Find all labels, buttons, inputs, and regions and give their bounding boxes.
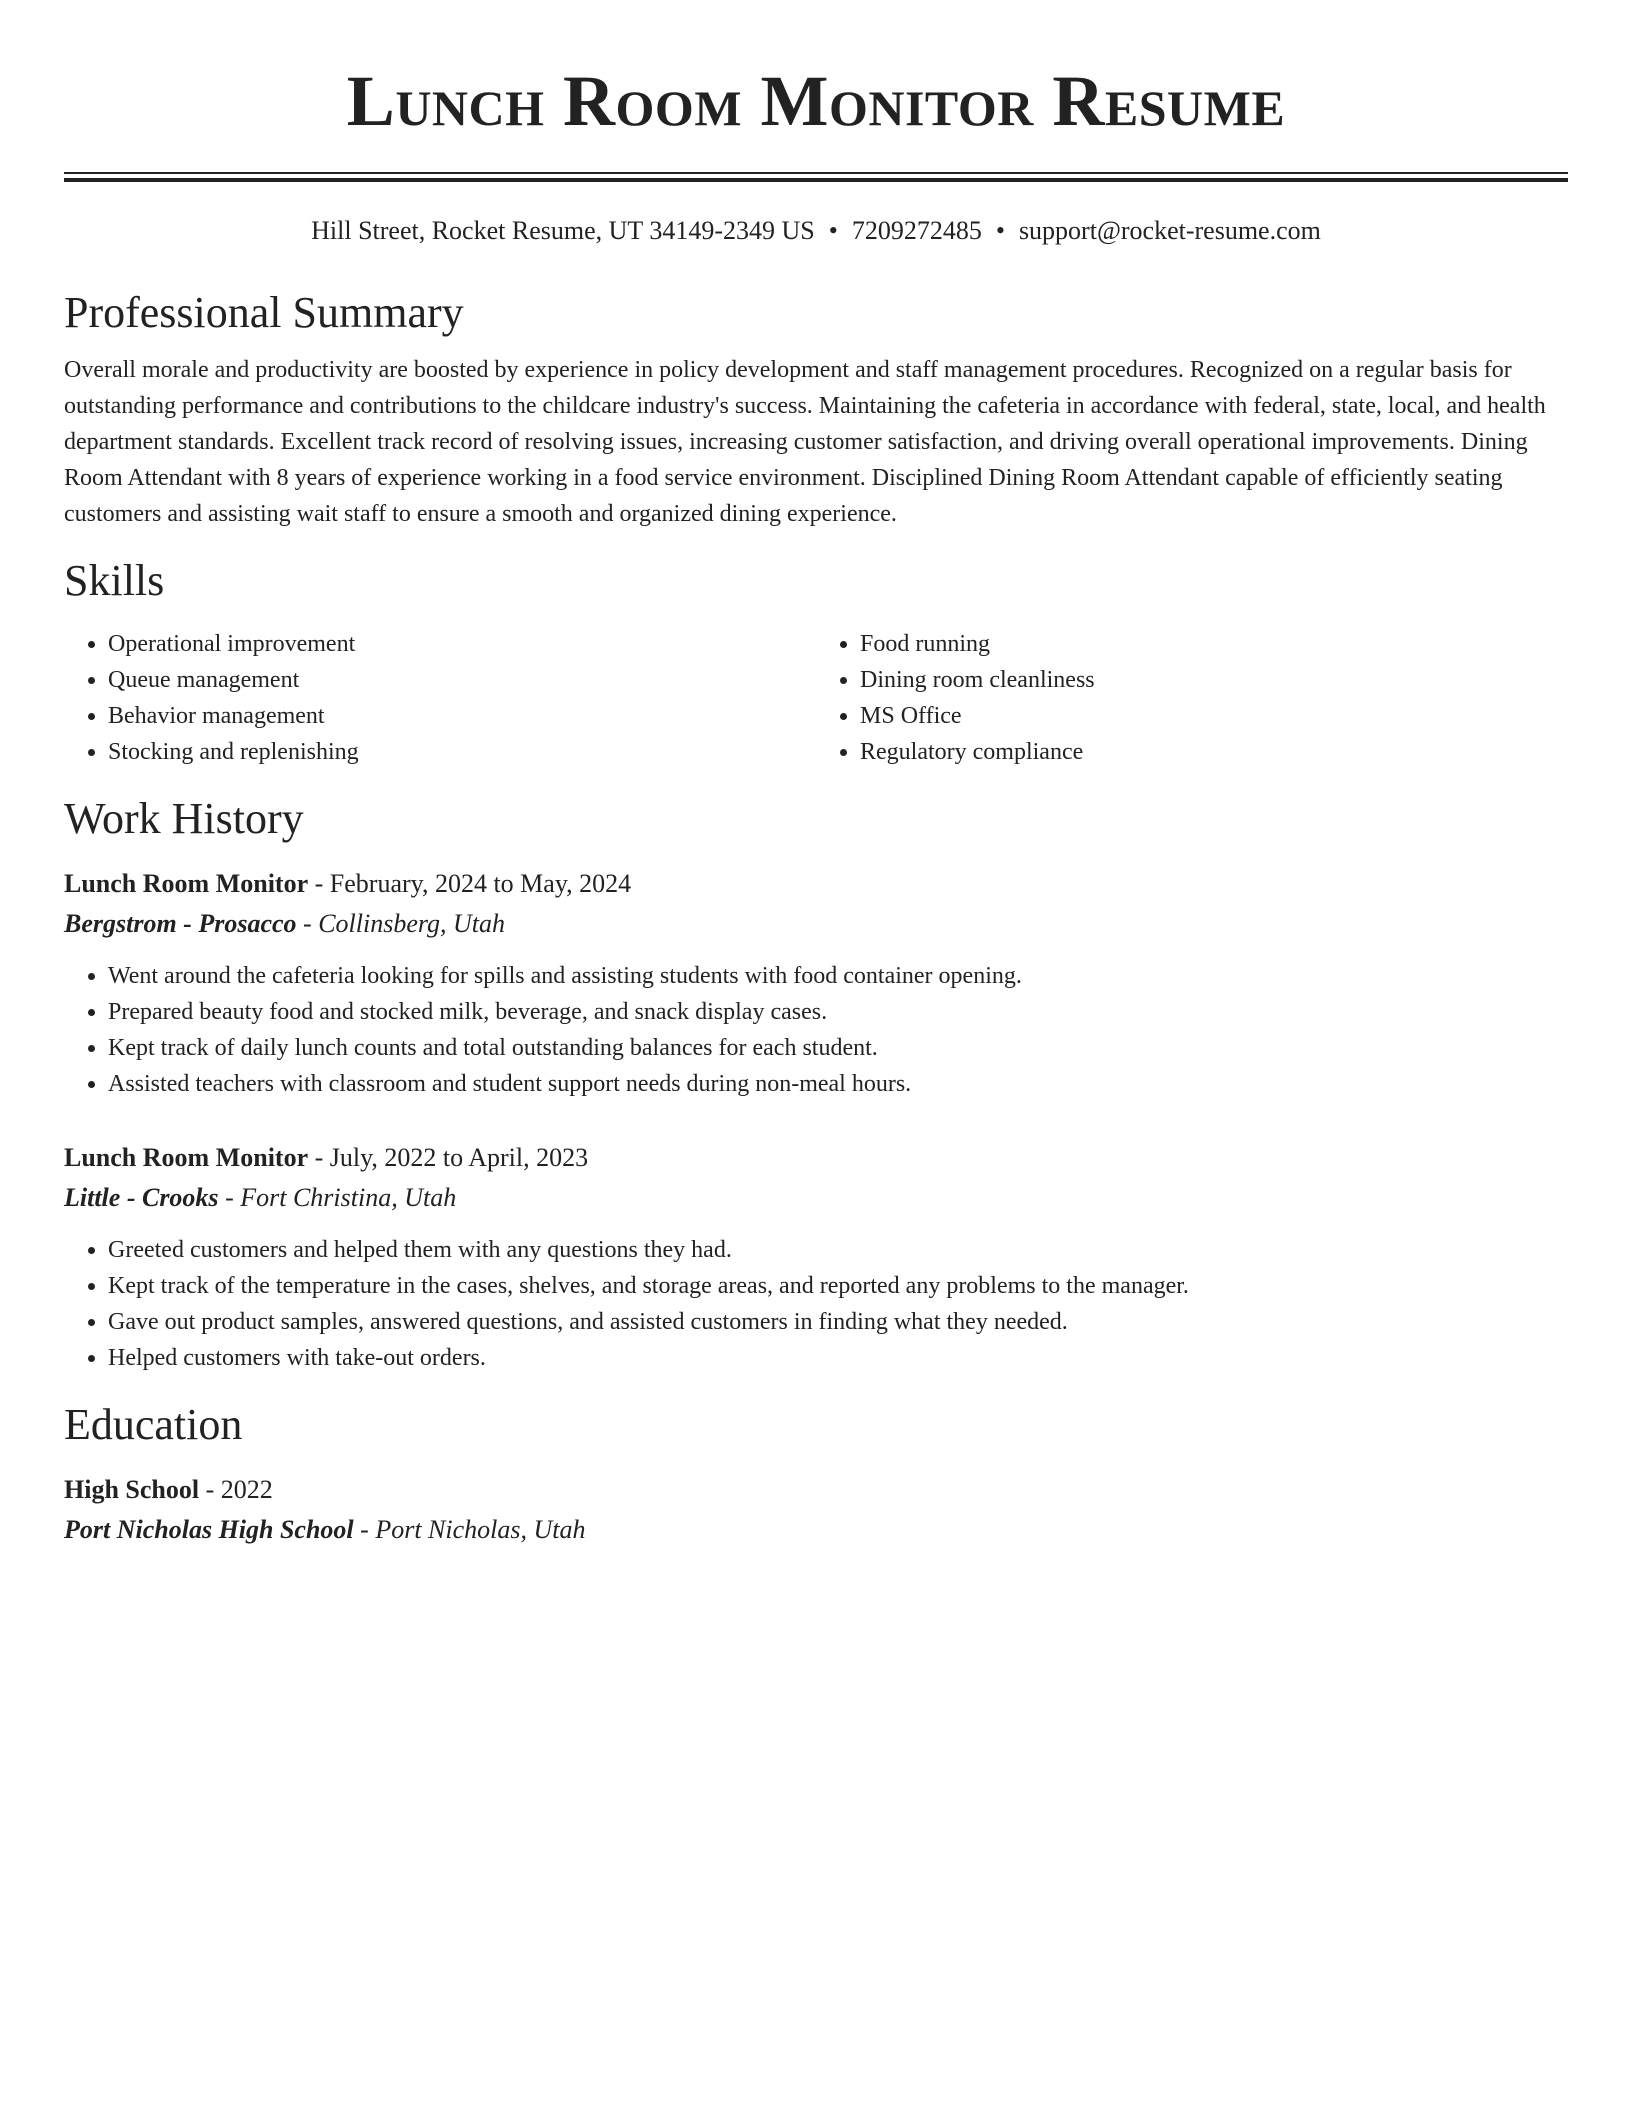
education-entry — [64, 1470, 1568, 1550]
company-location: - Fort Christina, Utah — [218, 1183, 457, 1212]
skills-heading: Skills — [64, 556, 165, 605]
duty-item: • Greeted customers and helped them with any questions they had. — [108, 1232, 1568, 1268]
education-heading: Education — [64, 1400, 243, 1449]
skill-item: • Queue management — [108, 662, 816, 698]
graduation-year: - 2022 — [199, 1475, 273, 1504]
skill-item: • Operational improvement — [108, 626, 816, 662]
job-title-line — [64, 864, 1568, 904]
summary-text: Overall morale and productivity are boosted by experience in policy development and staff management procedures. Recognized on a regular basis for outstanding performance and contributions to the childcare industry's success. Maintaining the cafeteria in accordance with federal, state, local, and health department standards. Excellent track record of resolving issues, increasing customer satisfaction, and driving overall operational improvements. Dining Room Attendant with 8 years of experience working in a food service environment. Disciplined Dining Room Attendant capable of efficiently seating customers and assisting wait staff to ensure a smooth and organized dining experience. — [64, 357, 1546, 527]
degree: High School — [64, 1475, 200, 1504]
company-line — [64, 904, 1568, 944]
skills-column-left — [64, 626, 816, 770]
contact-separator: • — [828, 216, 838, 245]
contact-email: support@rocket-resume.com — [1018, 216, 1321, 245]
duty-item: • Went around the cafeteria looking for spills and assisting students with food container opening. — [108, 958, 1568, 994]
duty-item: • Prepared beauty food and stocked milk, beverage, and snack display cases. — [108, 994, 1568, 1030]
duty-item: • Assisted teachers with classroom and student support needs during non-meal hours. — [108, 1066, 1568, 1102]
job-dates: - July, 2022 to April, 2023 — [308, 1143, 589, 1172]
company-name: Little - Crooks — [64, 1183, 219, 1212]
school-name: Port Nicholas High School — [64, 1515, 354, 1544]
summary-heading: Professional Summary — [64, 288, 464, 337]
skill-item: • MS Office — [860, 698, 1568, 734]
job-title: Lunch Room Monitor — [64, 869, 309, 898]
job-title-line — [64, 1138, 1568, 1178]
company-location: - Collinsberg, Utah — [296, 909, 506, 938]
contact-line — [64, 214, 1568, 248]
duty-item: • Kept track of daily lunch counts and total outstanding balances for each student. — [108, 1030, 1568, 1066]
skills-column-right — [816, 626, 1568, 770]
school-location: - Port Nicholas, Utah — [353, 1515, 586, 1544]
title-divider — [64, 172, 1568, 182]
school-line — [64, 1510, 1568, 1550]
skill-item: • Food running — [860, 626, 1568, 662]
company-line — [64, 1178, 1568, 1218]
duty-item: • Gave out product samples, answered questions, and assisted customers in finding what they needed. — [108, 1304, 1568, 1340]
skill-item: • Regulatory compliance — [860, 734, 1568, 770]
job-duties — [64, 958, 1568, 1102]
degree-line — [64, 1470, 1568, 1510]
contact-phone: 7209272485 — [851, 216, 982, 245]
skill-item: • Behavior management — [108, 698, 816, 734]
job-dates: - February, 2024 to May, 2024 — [308, 869, 632, 898]
work-history-heading: Work History — [64, 794, 304, 843]
page-title: Lunch Room Monitor Resume — [346, 61, 1286, 141]
job-title: Lunch Room Monitor — [64, 1143, 309, 1172]
contact-separator: • — [995, 216, 1005, 245]
skills-list — [64, 626, 1568, 770]
skill-item: • Stocking and replenishing — [108, 734, 816, 770]
contact-address: Hill Street, Rocket Resume, UT 34149-2349 US — [311, 216, 815, 245]
skill-item: • Dining room cleanliness — [860, 662, 1568, 698]
job-entry — [64, 1138, 1568, 1376]
job-entry — [64, 864, 1568, 1102]
duty-item: • Helped customers with take-out orders. — [108, 1340, 1568, 1376]
job-duties — [64, 1232, 1568, 1376]
duty-item: • Kept track of the temperature in the cases, shelves, and storage areas, and reported any problems to the manager. — [108, 1268, 1568, 1304]
company-name: Bergstrom - Prosacco — [64, 909, 297, 938]
